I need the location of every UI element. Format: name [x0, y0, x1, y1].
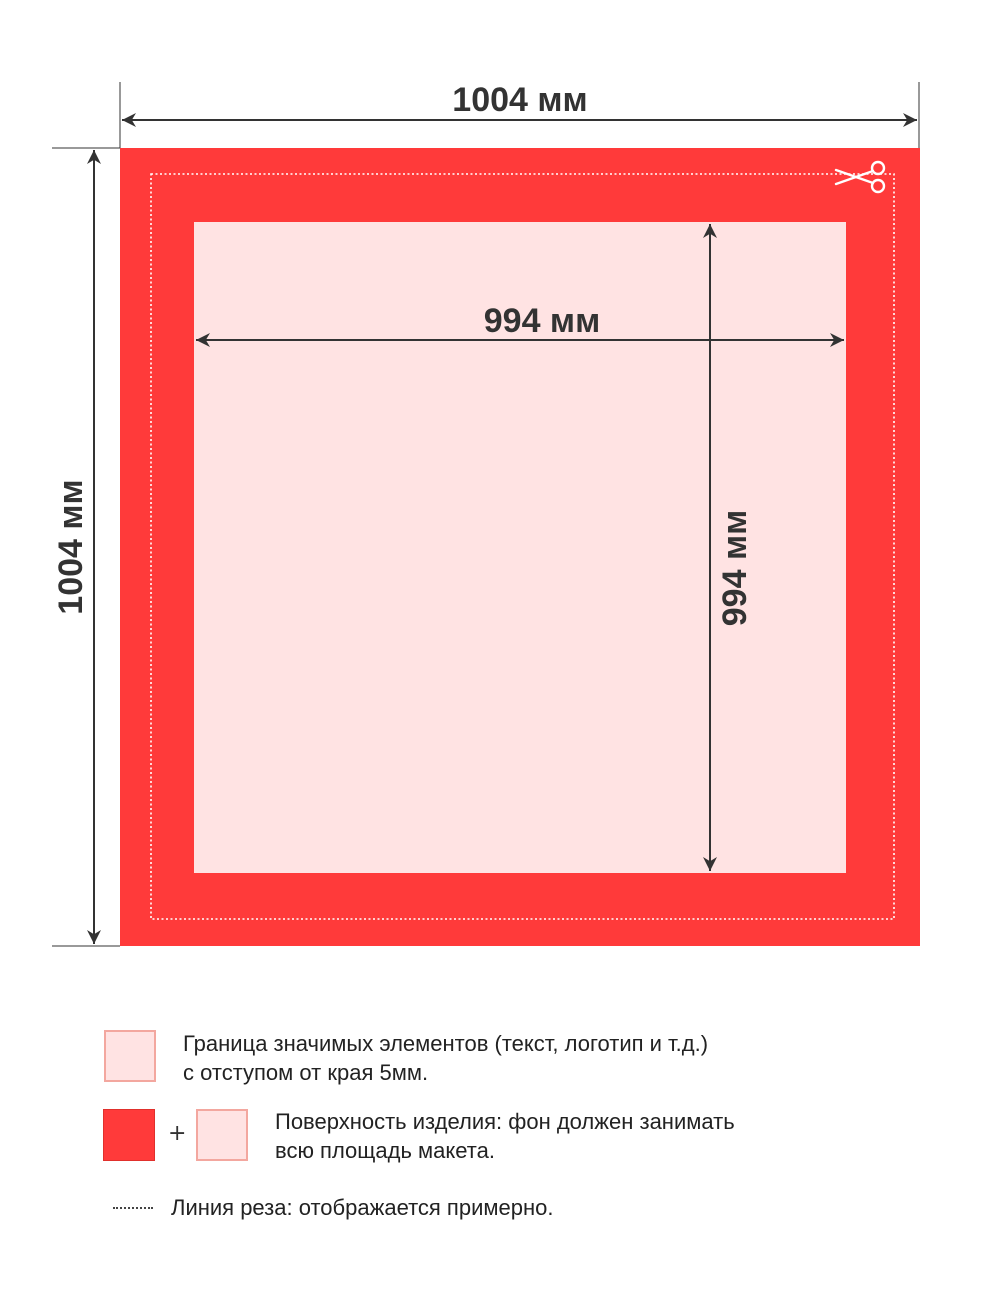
legend-safe-line2: с отступом от края 5мм.: [183, 1060, 429, 1085]
legend-bleed-swatch: [103, 1109, 155, 1161]
legend-surface-text: [275, 1107, 915, 1165]
outer-height-label: 1004 мм: [52, 479, 90, 615]
inner-width-label: 994 мм: [483, 302, 601, 340]
inner-height-label: 994 мм: [716, 509, 754, 627]
legend-safe-text: [183, 1029, 883, 1087]
outer-width-label: 1004 мм: [452, 81, 588, 119]
legend-surface-line1: Поверхность изделия: фон должен занимать: [275, 1109, 735, 1134]
legend-plus: +: [168, 1121, 187, 1146]
legend-cutline-sample: [113, 1207, 153, 1209]
legend-safe-line1: Граница значимых элементов (текст, логотип и т.д.): [183, 1031, 709, 1056]
legend-cutline-text: Линия реза: отображается примерно.: [171, 1195, 554, 1220]
legend-safe-swatch: [104, 1030, 156, 1082]
legend-surface-safe-swatch: [196, 1109, 248, 1161]
legend-surface-line2: всю площадь макета.: [275, 1138, 495, 1163]
